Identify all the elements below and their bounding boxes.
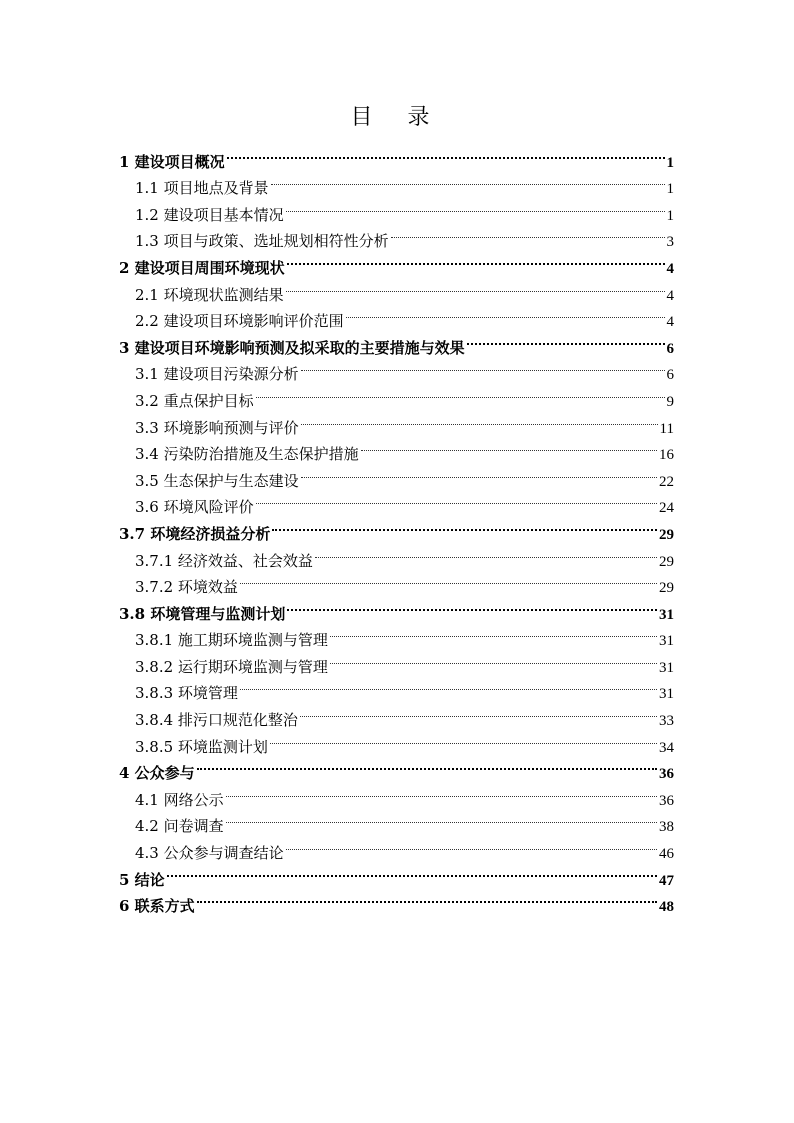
toc-page-number: 33 xyxy=(659,713,674,730)
toc-dot-leader xyxy=(227,140,665,167)
toc-dot-leader xyxy=(330,645,657,672)
toc-entry-label: 3.8.5 环境监测计划 xyxy=(135,737,268,756)
toc-page-number: 4 xyxy=(666,260,674,277)
toc-entry-label: 3.1 建设项目污染源分析 xyxy=(135,365,299,384)
toc-chapter-entry[interactable] xyxy=(119,140,674,171)
toc-entry-label: 3.5 生态保护与生态建设 xyxy=(135,471,299,490)
toc-page-number: 9 xyxy=(666,393,674,410)
toc-entry-label: 1.1 项目地点及背景 xyxy=(135,179,269,198)
toc-page-number: 47 xyxy=(659,872,674,889)
toc-dot-leader xyxy=(167,858,657,885)
toc-page-number: 34 xyxy=(659,739,674,756)
toc-dot-leader xyxy=(300,698,657,725)
toc-page-number: 31 xyxy=(659,633,674,650)
toc-section-entry[interactable] xyxy=(119,778,674,809)
toc-dot-leader xyxy=(286,831,657,858)
toc-page-number: 29 xyxy=(659,553,674,570)
toc-page-number: 6 xyxy=(666,367,674,384)
toc-dot-leader xyxy=(301,459,657,486)
toc-page-number: 36 xyxy=(659,766,674,783)
toc-entry-label: 3.6 环境风险评价 xyxy=(135,498,254,517)
toc-entry-label: 4.1 网络公示 xyxy=(135,790,224,809)
toc-dot-leader xyxy=(240,566,657,593)
toc-page-number: 29 xyxy=(659,526,674,543)
toc-dot-leader xyxy=(271,167,665,194)
toc-entry-label: 1 建设项目概况 xyxy=(119,152,225,171)
toc-page-number: 48 xyxy=(659,899,674,916)
toc-entry-label: 4.3 公众参与调查结论 xyxy=(135,844,284,863)
toc-entry-label: 2.2 建设项目环境影响评价范围 xyxy=(135,312,344,331)
toc-page-number: 38 xyxy=(659,819,674,836)
toc-dot-leader xyxy=(301,406,658,433)
toc-entry-label: 2.1 环境现状监测结果 xyxy=(135,285,284,304)
toc-dot-leader xyxy=(287,592,657,619)
toc-entry-label: 1.2 建设项目基本情况 xyxy=(135,205,284,224)
toc-dot-leader xyxy=(315,539,657,566)
table-of-contents xyxy=(119,140,674,916)
toc-dot-leader xyxy=(256,486,657,513)
toc-page-number: 46 xyxy=(659,846,674,863)
toc-chapter-entry[interactable] xyxy=(119,858,674,889)
toc-page-number: 24 xyxy=(659,500,674,517)
toc-entry-label: 2 建设项目周围环境现状 xyxy=(119,258,285,277)
toc-dot-leader xyxy=(330,619,657,646)
toc-chapter-entry[interactable] xyxy=(119,752,674,783)
toc-page-number: 11 xyxy=(659,420,674,437)
toc-dot-leader xyxy=(346,300,665,327)
toc-page-number: 3 xyxy=(666,234,674,251)
toc-entry-label: 6 联系方式 xyxy=(119,897,195,916)
toc-page-number: 1 xyxy=(666,154,674,171)
toc-page-number: 4 xyxy=(666,287,674,304)
toc-dot-leader xyxy=(197,885,657,912)
toc-page-number: 4 xyxy=(666,314,674,331)
toc-entry-label: 3.7.2 环境效益 xyxy=(135,578,238,597)
toc-entry-label: 3.8.4 排污口规范化整治 xyxy=(135,711,298,730)
toc-page-number: 1 xyxy=(666,207,674,224)
toc-dot-leader xyxy=(272,512,657,539)
toc-dot-leader xyxy=(301,353,665,380)
toc-entry-label: 3.8.2 运行期环境监测与管理 xyxy=(135,657,328,676)
toc-dot-leader xyxy=(226,805,657,832)
toc-dot-leader xyxy=(286,273,665,300)
toc-dot-leader xyxy=(240,672,657,699)
toc-dot-leader xyxy=(286,193,665,220)
toc-entry-label: 3.2 重点保护目标 xyxy=(135,391,254,410)
toc-dot-leader xyxy=(226,778,657,805)
toc-dot-leader xyxy=(391,220,665,247)
toc-dot-leader xyxy=(270,725,657,752)
toc-dot-leader xyxy=(197,752,657,779)
toc-entry-label: 3.8 环境管理与监测计划 xyxy=(119,604,286,623)
toc-page-number: 16 xyxy=(659,447,674,464)
toc-entry-label: 3.8.3 环境管理 xyxy=(135,684,238,703)
toc-dot-leader xyxy=(256,379,665,406)
toc-entry-label: 5 结论 xyxy=(119,870,165,889)
toc-page-number: 6 xyxy=(666,340,674,357)
page-title: 目 录 xyxy=(350,105,444,130)
toc-page-number: 36 xyxy=(659,792,674,809)
toc-page-number: 22 xyxy=(659,473,674,490)
toc-entry-label: 3.3 环境影响预测与评价 xyxy=(135,418,299,437)
toc-entry-label: 1.3 项目与政策、选址规划相符性分析 xyxy=(135,232,389,251)
toc-entry-label: 3 建设项目环境影响预测及拟采取的主要措施与效果 xyxy=(119,338,465,357)
toc-page-number: 31 xyxy=(659,606,674,623)
toc-dot-leader xyxy=(287,246,665,273)
toc-page-number: 29 xyxy=(659,580,674,597)
toc-entry-label: 4.2 问卷调查 xyxy=(135,817,224,836)
toc-dot-leader xyxy=(361,433,657,460)
toc-page-number: 31 xyxy=(659,659,674,676)
toc-page-number: 31 xyxy=(659,686,674,703)
toc-entry-label: 3.4 污染防治措施及生态保护措施 xyxy=(135,445,359,464)
toc-page-number: 1 xyxy=(666,181,674,198)
toc-dot-leader xyxy=(467,326,665,353)
toc-entry-label: 4 公众参与 xyxy=(119,764,195,783)
toc-entry-label: 3.7 环境经济损益分析 xyxy=(119,524,271,543)
toc-entry-label: 3.8.1 施工期环境监测与管理 xyxy=(135,631,328,650)
toc-chapter-entry[interactable] xyxy=(119,885,674,916)
toc-entry-label: 3.7.1 经济效益、社会效益 xyxy=(135,551,313,570)
